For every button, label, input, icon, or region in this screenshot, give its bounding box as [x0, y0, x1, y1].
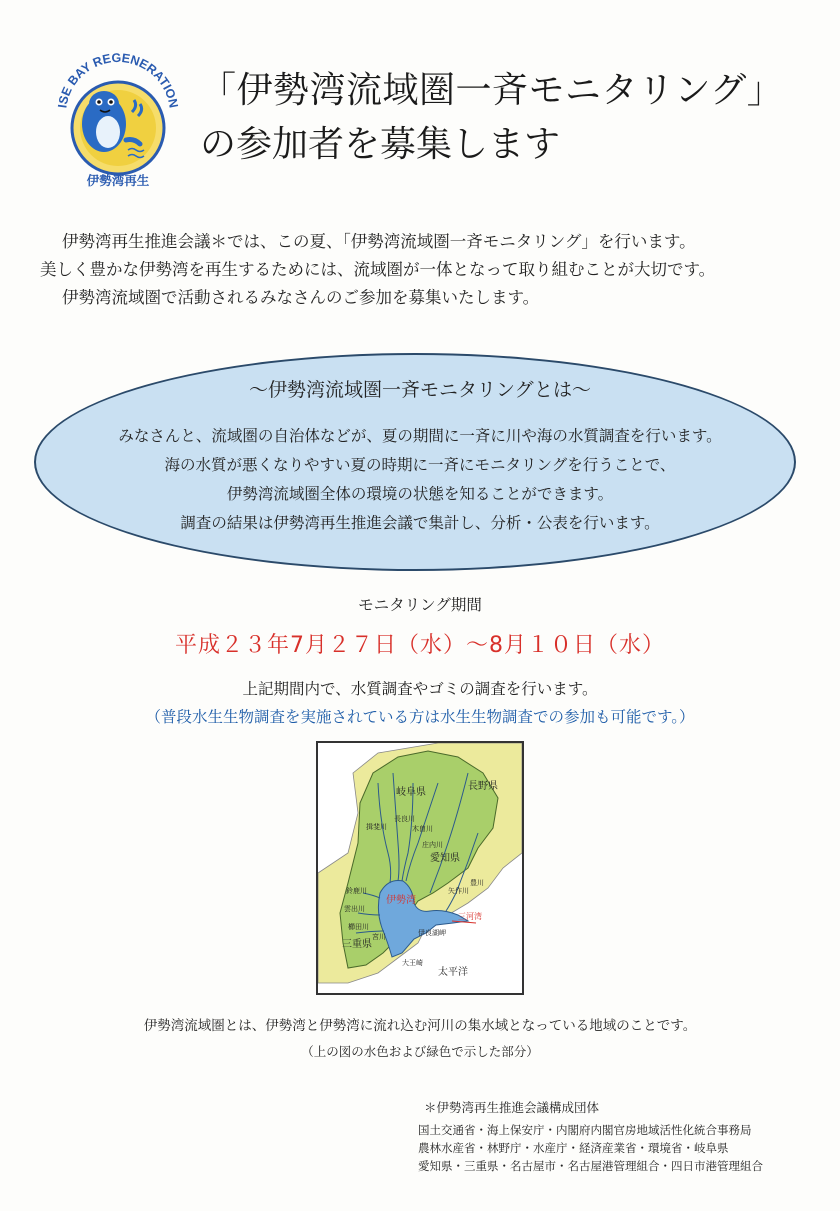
map-label-irago: 伊良湖岬 [418, 929, 446, 937]
member-line: 国土交通省・海上保安庁・内閣府内閣官房地域活性化統合事務局 [418, 1123, 752, 1137]
ise-bay-basin-map [316, 741, 524, 995]
map-label-kiso: 木曽川 [412, 825, 433, 833]
monitoring-period-dates: 平成２３年7月２７日（水）～8月１０日（水） [175, 633, 665, 658]
about-title: ～伊勢湾流域圏一斉モニタリングとは～ [248, 379, 591, 401]
intro-paragraph-line: 伊勢湾再生推進会議＊では、この夏、「伊勢湾流域圏一斉モニタリング」を行います。 [62, 232, 696, 251]
member-line: 愛知県・三重県・名古屋市・名古屋港管理組合・四日市港管理組合 [418, 1159, 763, 1173]
members-heading: ＊伊勢湾再生推進会議構成団体 [424, 1100, 600, 1115]
monitoring-period-subnote: （普段水生生物調査を実施されている方は水生生物調査での参加も可能です。） [145, 708, 695, 726]
map-label-pacific: 太平洋 [438, 967, 468, 978]
monitoring-period-label: モニタリング期間 [358, 596, 482, 614]
map-label-ibi: 揖斐川 [366, 823, 387, 831]
map-label-nagano: 長野県 [468, 781, 498, 792]
page-title-line-1: 「伊勢湾流域圏一斉モニタリング」 [200, 70, 784, 111]
page-title-line-2: の参加者を募集します [200, 124, 561, 165]
about-line: 海の水質が悪くなりやすい夏の時期に一斉にモニタリングを行うことで、 [164, 456, 676, 474]
map-label-gifu: 岐阜県 [396, 787, 426, 798]
map-label-kushida: 櫛田川 [348, 923, 369, 931]
map-caption: 伊勢湾流域圏とは、伊勢湾と伊勢湾に流れ込む河川の集水域となっている地域のことです。 [143, 1018, 697, 1034]
map-label-miya: 宮川 [372, 933, 386, 941]
map-label-suzuka: 鈴鹿川 [346, 887, 367, 895]
about-line: 調査の結果は伊勢湾再生推進会議で集計し、分析・公表を行います。 [180, 514, 660, 532]
map-label-ise-bay: 伊勢湾 [386, 895, 416, 906]
map-label-mikawa-bay: 三河湾 [458, 912, 482, 921]
logo-caption: 伊勢湾再生 [86, 173, 150, 188]
monitoring-period-note: 上記期間内で、水質調査やゴミの調査を行います。 [242, 680, 598, 698]
map-label-nagara: 長良川 [394, 815, 415, 823]
map-label-toyo: 豊川 [470, 879, 484, 887]
ise-bay-regeneration-logo [48, 42, 188, 192]
map-note: （上の図の水色および緑色で示した部分） [301, 1044, 539, 1059]
intro-paragraph-line: 美しく豊かな伊勢湾を再生するためには、流域圏が一体となって取り組むことが大切です。 [40, 260, 716, 279]
map-label-kumozu: 雲出川 [344, 905, 365, 913]
map-label-daiozaki: 大王崎 [402, 959, 423, 967]
member-line: 農林水産省・林野庁・水産庁・経済産業省・環境省・岐阜県 [418, 1141, 729, 1155]
basin-map-svg [318, 743, 522, 993]
map-label-aichi: 愛知県 [430, 853, 460, 864]
map-label-mie: 三重県 [342, 939, 372, 950]
intro-paragraph-line: 伊勢湾流域圏で活動されるみなさんのご参加を募集いたします。 [62, 288, 540, 307]
about-line: 伊勢湾流域圏全体の環境の状態を知ることができます。 [226, 485, 614, 503]
map-label-shonai: 庄内川 [422, 841, 443, 849]
logo-arc-text: ISE BAY REGENERATION [55, 50, 181, 110]
about-line: みなさんと、流域圏の自治体などが、夏の期間に一斉に川や海の水質調査を行います。 [118, 427, 722, 445]
map-label-yahagi: 矢作川 [448, 887, 469, 895]
